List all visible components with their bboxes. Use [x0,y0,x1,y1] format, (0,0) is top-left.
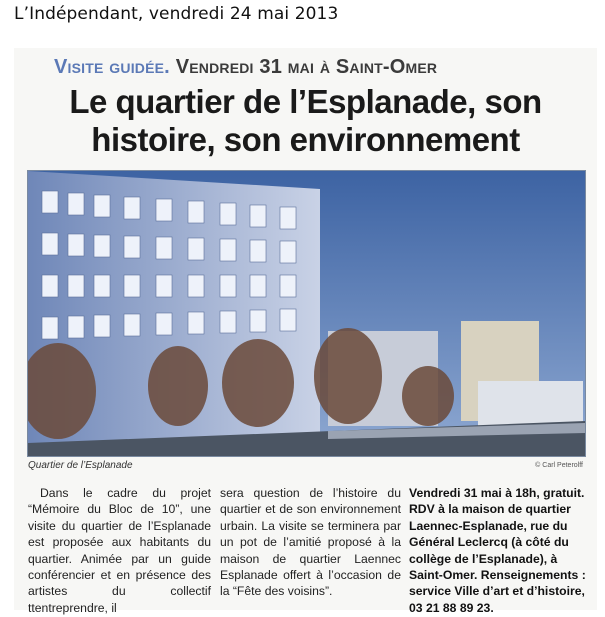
kicker-date-place: Vendredi 31 mai à Saint-Omer [175,56,438,78]
body-column-2: sera question de l’histoire du quartier et de son environnement urbain. La visite se terminera par un pot de l’amitié proposé à la maison de quartier Laennec Esplanade offert à l’occasion de la “Fête des voisins”. [220,486,401,599]
event-details: RDV à la maison de quartier Laennec-Esplanade, rue du Général Leclercq (à côté du collège de l’Esplanade), à Saint-Omer. Renseignements : service Ville d’art et d’histoire, 03 21 88 89 23. [409,502,586,615]
headline-line-2: histoire, son environnement [91,121,520,158]
photo-credit: © Carl Peterolff [535,462,583,469]
headline-line-1: Le quartier de l’Esplanade, son [69,83,542,120]
photo-illustration [28,171,585,456]
article-kicker [54,56,437,79]
kicker-label: Visite guidée. [54,56,170,78]
body-column-1: Dans le cadre du projet “Mémoire du Bloc de 10”, une visite du quartier de l’Esplanade est proposée aux habitants du quartier. Animée par un guide conférencier et en présence des artistes du collectif ttentreprendre, il [28,486,211,615]
practical-info-column [409,485,589,616]
newspaper-source-line: L’Indépendant, vendredi 24 mai 2013 [14,4,339,24]
newspaper-clipping [14,48,597,615]
article-photo [27,170,586,457]
event-date-time: Vendredi 31 mai à 18h, gratuit. [409,486,585,500]
photo-caption: Quartier de l’Esplanade [28,460,133,471]
